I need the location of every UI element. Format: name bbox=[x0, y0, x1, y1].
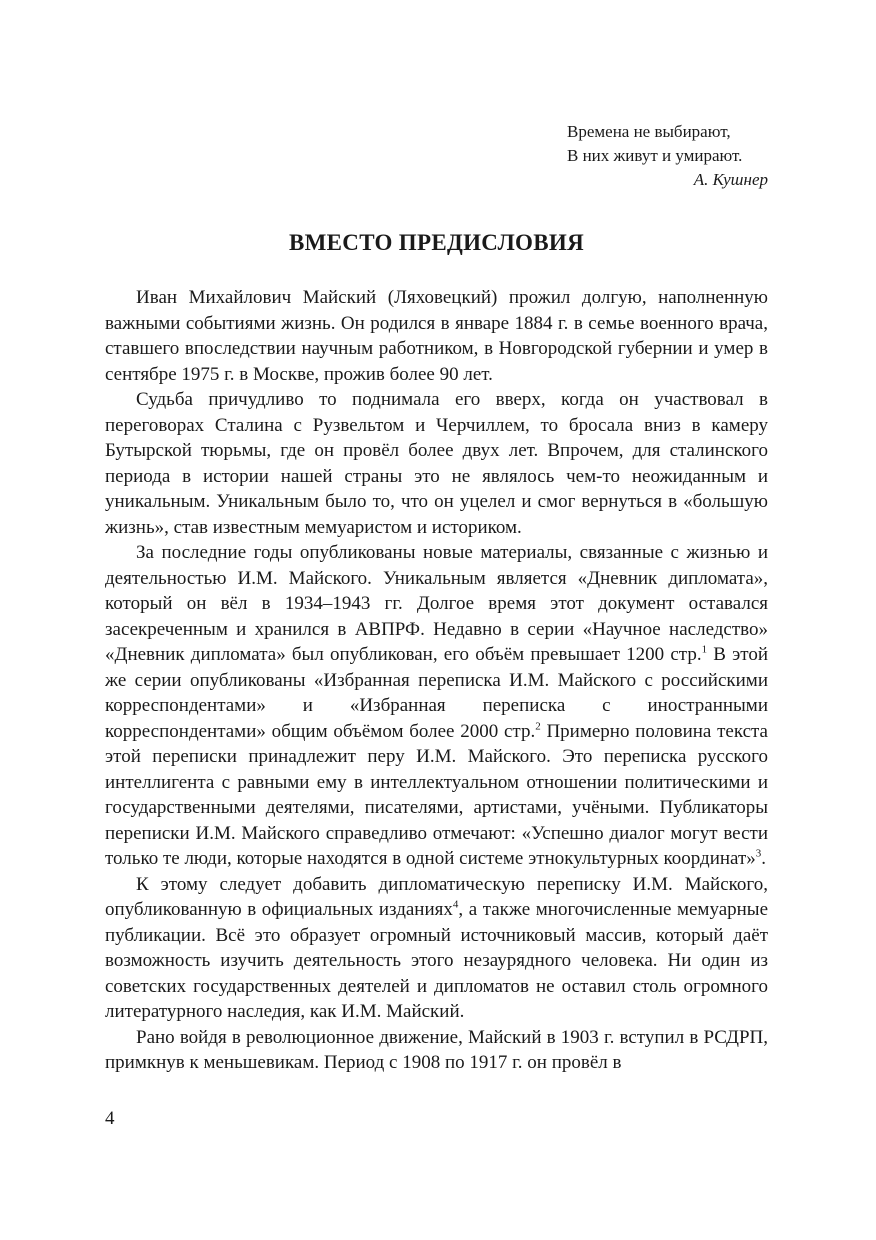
paragraph-5: Рано войдя в революционное движение, Майский в 1903 г. вступил в РСДРП, примкнув к меньшевикам. Период с 1908 по 1917 г. он провёл в bbox=[105, 1026, 768, 1073]
footnote-ref-1: 1 bbox=[701, 643, 708, 656]
chapter-title: ВМЕСТО ПРЕДИСЛОВИЯ bbox=[289, 230, 584, 255]
epigraph-author: А. Кушнер bbox=[693, 170, 768, 189]
paragraph-1: Иван Михайлович Майский (Ляховецкий) прожил долгую, наполненную важными событиями жизнь. Он родился в январе 1884 г. в семье военного врача, ставшего впоследствии научным работником, в Новгородской губернии и умер в сентябре 1975 г. в Москве, прожив более 90 лет. bbox=[105, 287, 768, 385]
epigraph bbox=[567, 120, 797, 192]
body-text bbox=[105, 285, 768, 1076]
footnote-ref-4: 4 bbox=[452, 898, 459, 911]
epigraph-line-1: Времена не выбирают, bbox=[567, 122, 731, 141]
footnote-ref-2: 2 bbox=[535, 720, 541, 733]
page-number: 4 bbox=[105, 1108, 115, 1129]
epigraph-line-2: В них живут и умирают. bbox=[567, 146, 743, 165]
paragraph-3-text-1: За последние годы опубликованы новые материалы, связанные с жизнью и деятельностью И.М. Майского. Уникальным является «Дневник дипломата», который он вёл в 1934–1943 гг. Долгое время этот документ оставался засекреченным и хранился в АВПРФ. Недавно в серии «Научное наследство» «Дневник дипломата» был опубликован, его объём превышает 1200 стр. bbox=[105, 542, 768, 665]
paragraph-3 bbox=[105, 540, 768, 872]
paragraph-3-text-4: . bbox=[761, 848, 767, 869]
paragraph-3-text-3: Примерно половина текста этой переписки принадлежит перу И.М. Майского. Это переписка русского интеллигента с равными ему в интеллектуальном отношении политическими и государственными деятелями, писателями, артистами, учёными. Публикаторы переписки И.М. Майского справедливо отмечают: «Успешно диалог могут вести только те люди, которые находятся в одной системе этнокультурных координат» bbox=[105, 720, 768, 869]
paragraph-2: Судьба причудливо то поднимала его вверх, когда он участвовал в переговорах Сталина с Рузвельтом и Черчиллем, то бросала вниз в камеру Бутырской тюрьмы, где он провёл более двух лет. Впрочем, для сталинского периода в истории нашей страны это не являлось чем-то неожиданным и уникальным. Уникальным было то, что он уцелел и смог вернуться в «большую жизнь», став известным мемуаристом и историком. bbox=[105, 389, 768, 538]
footnote-ref-3: 3 bbox=[755, 847, 762, 860]
paragraph-4-text-1: К этому следует добавить дипломатическую переписку И.М. Майского, опубликованную в официальных изданиях bbox=[105, 873, 768, 920]
paragraph-3-text-2: В этой же серии опубликованы «Избранная переписка И.М. Майского с российскими корреспондентами» и «Избранная переписка с иностранными корреспондентами» общим объёмом более 2000 стр. bbox=[105, 644, 768, 742]
paragraph-4 bbox=[105, 872, 768, 1025]
paragraph-4-text-2: , а также многочисленные мемуарные публикации. Всё это образует огромный источниковый массив, который даёт возможность изучить деятельность этого незаурядного человека. Ни один из советских государственных деятелей и дипломатов не оставил столь огромного литературного наследия, как И.М. Майский. bbox=[105, 899, 768, 1022]
